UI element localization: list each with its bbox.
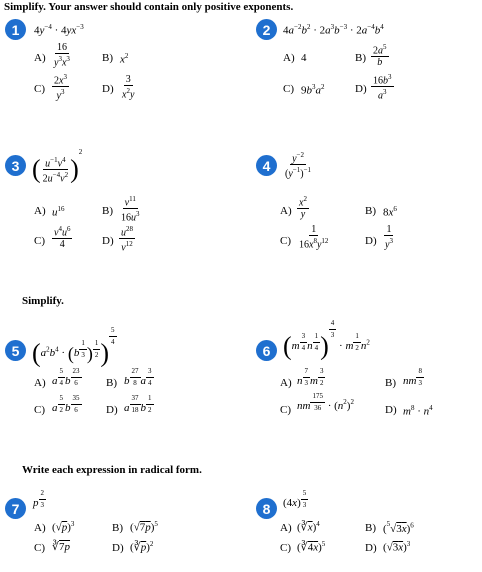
choice-d-label: D): [355, 83, 367, 95]
problem-7-expression: p $^{\frac{2}{3}}$: [33, 489, 44, 509]
problem-5-choice-c[interactable]: a $^{\frac{5}{2}}$ b $^{\frac{35}{6}}$: [52, 394, 80, 414]
problem-7-choice-a[interactable]: $(√p)^3$: [52, 520, 75, 534]
choice-c-label: C): [34, 542, 45, 554]
problem-7-choice-b[interactable]: $(√7p)^5$: [130, 520, 158, 534]
problem-6-expression: (m $^{\frac{3}{4}}$ n $^{\frac{1}{4}}$ ) $^{\frac{4}{3}}$ · m $^{\frac{1}{2}}$ $n^2$: [283, 319, 370, 361]
instructions-part3: Write each expression in radical form.: [22, 464, 202, 476]
problem-1-choice-b[interactable]: $x^2$: [120, 52, 129, 66]
choice-d-label: D): [102, 235, 114, 247]
instructions-part2: Simplify.: [22, 295, 64, 307]
problem-3-choice-d[interactable]: $\frac{u^{28}}{v^{12}}$: [121, 225, 133, 254]
choice-c-label: C): [283, 83, 294, 95]
problem-1-choice-d[interactable]: $\frac{3}{x^2y}$: [122, 74, 135, 101]
problem-4-expression: $\frac{y^{-2}}{(y^{-1})^{-1}}$: [285, 151, 312, 180]
problem-5-expression: ($a^2b^4 \cdot (b$ $^{\frac{1}{3}}$ ) $^{\frac{1}{2}}$ ) $^{\frac{5}{4}}$: [32, 326, 115, 368]
problem-2-choice-c[interactable]: $9b^3a^2$: [301, 83, 325, 97]
problem-4-choice-b[interactable]: $8x^6$: [383, 205, 397, 219]
choice-c-label: C): [280, 235, 291, 247]
choice-d-label: D): [102, 83, 114, 95]
problem-number-badge: 2: [256, 19, 277, 40]
problem-6-choice-d[interactable]: $m^8 \cdot n^4$: [403, 404, 433, 418]
choice-b-label: B): [365, 522, 376, 534]
choice-d-label: D): [112, 542, 124, 554]
problem-number-badge: 8: [256, 498, 277, 519]
choice-b-label: B): [365, 205, 376, 217]
problem-number-badge: 7: [5, 498, 26, 519]
problem-1-choice-c[interactable]: $\frac{2x^3}{y^3}$: [54, 73, 67, 102]
choice-d-label: D): [385, 404, 397, 416]
choice-b-label: B): [102, 52, 113, 64]
choice-a-label: A): [34, 522, 46, 534]
problem-6-choice-a[interactable]: n $^{\frac{7}{3}}$ m $^{\frac{3}{2}}$: [297, 367, 324, 387]
problem-4-choice-d[interactable]: $\frac{1}{y^3}$: [385, 224, 393, 251]
choice-a-label: A): [280, 205, 292, 217]
instructions-part1: Simplify. Your answer should contain only positive exponents.: [4, 1, 294, 13]
choice-c-label: C): [280, 404, 291, 416]
problem-7-choice-d[interactable]: $(∛\overline{p})^2$: [130, 540, 154, 554]
choice-d-label: D): [365, 542, 377, 554]
problem-5-choice-d[interactable]: a $^{\frac{37}{18}}$ b $^{\frac{1}{2}}$: [124, 394, 152, 414]
choice-c-label: C): [34, 404, 45, 416]
choice-a-label: A): [283, 52, 295, 64]
problem-2-choice-b[interactable]: $\frac{2a^5}{b}$: [373, 43, 387, 69]
problem-6-choice-c[interactable]: nm $^{\frac{175}{36}}$ · $(n^2)^2$: [297, 392, 354, 412]
problem-6-choice-b[interactable]: nm $^{\frac{8}{3}}$: [403, 367, 422, 387]
problem-8-choice-c[interactable]: (∛4x)$^5$: [297, 540, 326, 554]
choice-c-label: C): [34, 235, 45, 247]
choice-d-label: D): [106, 404, 118, 416]
choice-b-label: B): [102, 205, 113, 217]
problem-number-badge: 3: [5, 155, 26, 176]
problem-2-choice-d[interactable]: $\frac{16b^3}{a^3}$: [373, 73, 392, 102]
problem-8-choice-a[interactable]: $(∛\overline{x})^4$: [297, 520, 320, 534]
problem-2-choice-a[interactable]: 4: [301, 52, 307, 64]
choice-b-label: B): [106, 377, 117, 389]
problem-number-badge: 1: [5, 19, 26, 40]
problem-5-choice-a[interactable]: a $^{\frac{5}{4}}$ b $^{\frac{23}{6}}$: [52, 367, 80, 387]
problem-3-expression: ( $\frac{u^{-1}v^4}{2u^{-4}v^2}$ )$^2$: [32, 148, 83, 185]
problem-number-badge: 6: [256, 340, 277, 361]
choice-b-label: B): [385, 377, 396, 389]
problem-5-choice-b[interactable]: b $^{\frac{27}{8}}$ a $^{\frac{3}{4}}$: [124, 367, 152, 387]
problem-3-choice-a[interactable]: $u^{16}$: [52, 205, 65, 219]
problem-4-choice-c[interactable]: $\frac{1}{16x^8y^{12}}$: [299, 224, 329, 251]
choice-c-label: C): [280, 542, 291, 554]
problem-number-badge: 5: [5, 340, 26, 361]
choice-d-label: D): [365, 235, 377, 247]
choice-a-label: A): [34, 52, 46, 64]
problem-8-expression: (4x) $^{\frac{5}{3}}$: [283, 489, 307, 509]
problem-4-choice-a[interactable]: $\frac{x^2}{y}$: [299, 195, 307, 221]
problem-1-expression: $4y^{-4} \cdot 4yx^{-3}$: [34, 23, 84, 37]
choice-c-label: C): [34, 83, 45, 95]
problem-8-choice-b[interactable]: $(^5√3x)^6$: [383, 520, 414, 535]
problem-3-choice-c[interactable]: $\frac{v^4u^6}{4}$: [54, 225, 71, 251]
choice-a-label: A): [34, 377, 46, 389]
choice-b-label: B): [112, 522, 123, 534]
choice-a-label: A): [34, 205, 46, 217]
problem-8-choice-d[interactable]: $(√3x)^3$: [383, 540, 411, 554]
choice-b-label: B): [355, 52, 366, 64]
problem-number-badge: 4: [256, 155, 277, 176]
problem-1-choice-a[interactable]: $\frac{16}{y^3x^3}$: [54, 42, 70, 69]
problem-3-choice-b[interactable]: $\frac{v^{11}}{16u^3}$: [121, 195, 140, 224]
problem-7-choice-c[interactable]: ∛7p: [52, 541, 71, 553]
problem-2-expression: $4a^{-2}b^2 \cdot 2a^3b^{-3} \cdot 2a^{-4}b^4$: [283, 23, 384, 37]
choice-a-label: A): [280, 522, 292, 534]
choice-a-label: A): [280, 377, 292, 389]
